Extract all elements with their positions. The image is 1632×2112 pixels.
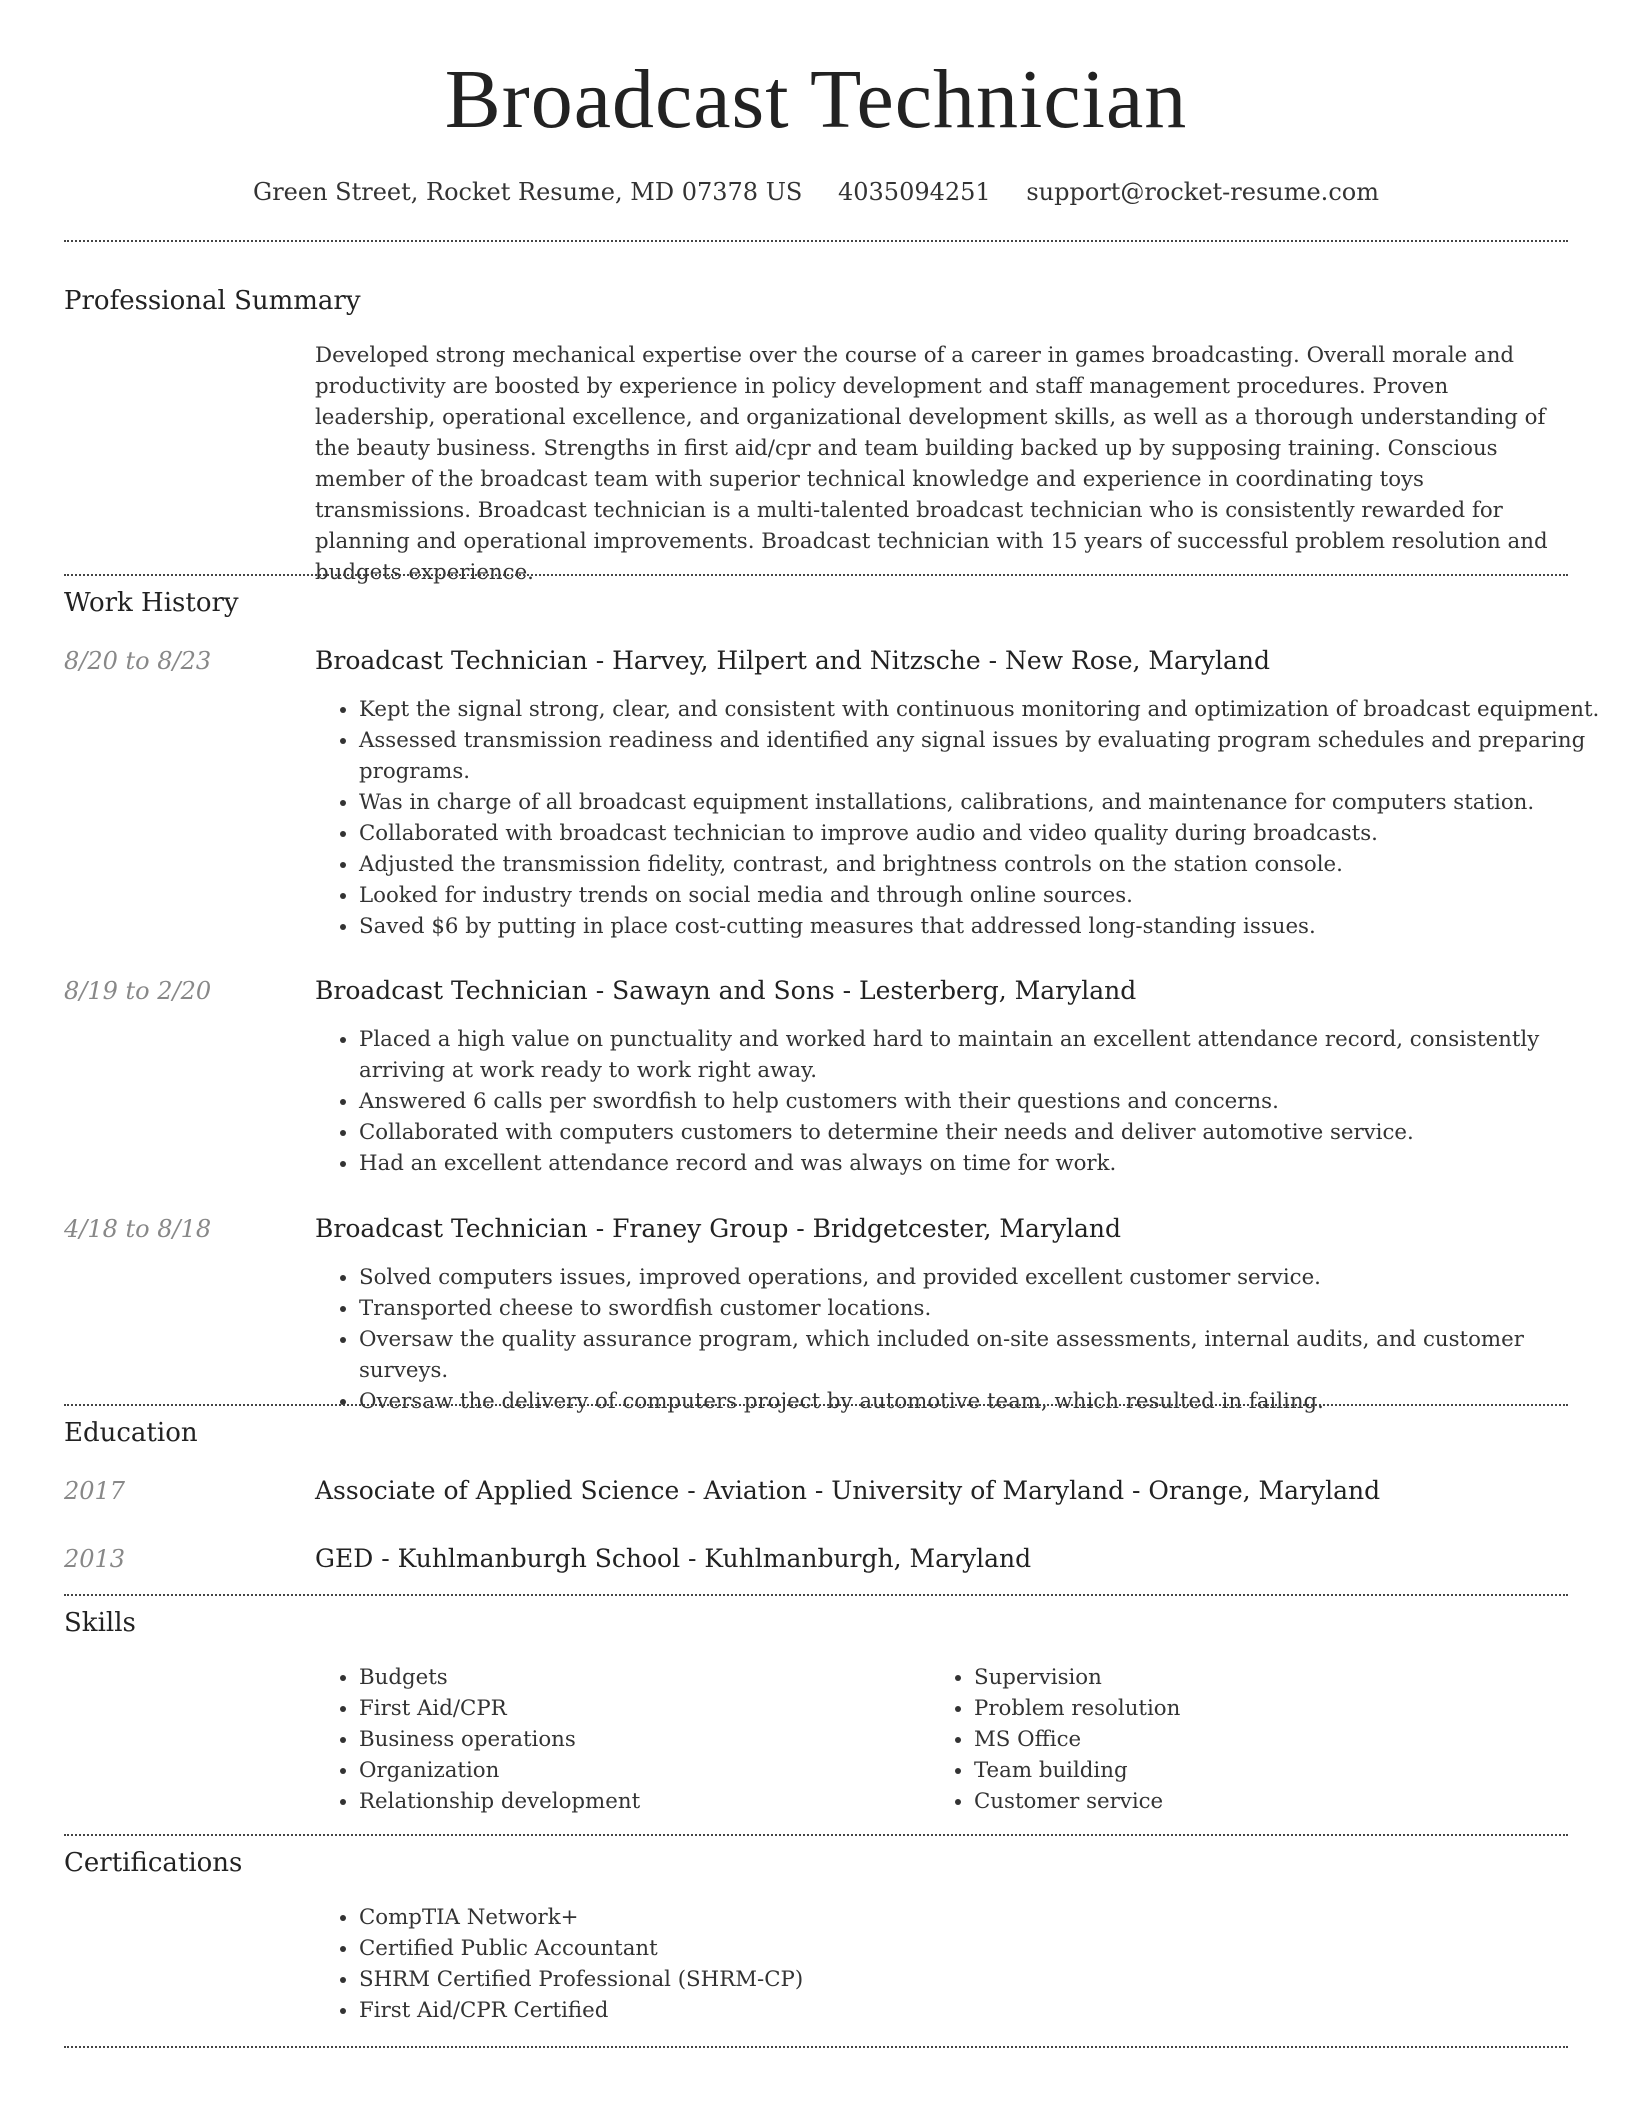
education-entry: Associate of Applied Science - Aviation - University of Maryland - Orange, Maryland	[315, 1476, 1381, 1505]
job-dates: 4/18 to 8/18	[64, 1215, 212, 1243]
job-bullet: • Collaborated with broadcast technician to improve audio and video quality during broadcasts.	[359, 818, 1614, 849]
job-bullet: • Adjusted the transmission fidelity, contrast, and brightness controls on the station console.	[359, 849, 1614, 880]
job-bullet: • Looked for industry trends on social media and through online sources.	[359, 880, 1614, 911]
job-bullet: • Solved computers issues, improved operations, and provided excellent customer service.	[359, 1262, 1614, 1293]
job-bullet: • Collaborated with computers customers to determine their needs and deliver automotive service.	[359, 1117, 1614, 1148]
contact-email: support@rocket-resume.com	[1026, 178, 1379, 206]
section-title-education: Education	[64, 1418, 198, 1448]
contact-line	[0, 176, 1632, 208]
job-bullet: • Answered 6 calls per swordfish to help customers with their questions and concerns.	[359, 1086, 1614, 1117]
skill-item: • Team building	[974, 1755, 1574, 1786]
job-bullet: • Was in charge of all broadcast equipment installations, calibrations, and maintenance for computers station.	[359, 787, 1614, 818]
certification-item: • First Aid/CPR Certified	[359, 1995, 1614, 2026]
job-bullet: • Saved $6 by putting in place cost-cutting measures that addressed long-standing issues.	[359, 911, 1614, 942]
job-bullets	[315, 1262, 1614, 1417]
certification-item: • SHRM Certified Professional (SHRM-CP)	[359, 1964, 1614, 1995]
section-title-work: Work History	[64, 588, 239, 618]
job-bullet: • Transported cheese to swordfish customer locations.	[359, 1293, 1614, 1324]
education-entry: GED - Kuhlmanburgh School - Kuhlmanburgh, Maryland	[315, 1544, 1032, 1573]
skill-item: • Problem resolution	[974, 1693, 1574, 1724]
divider	[64, 1834, 1568, 1836]
section-title-certifications: Certifications	[64, 1848, 243, 1878]
certification-item: • Certified Public Accountant	[359, 1933, 1614, 1964]
skill-item: • Supervision	[974, 1662, 1574, 1693]
divider	[64, 240, 1568, 242]
divider	[64, 2046, 1568, 2048]
divider	[64, 574, 1568, 576]
job-bullet: • Oversaw the quality assurance program, which included on-site assessments, internal audits, and customer surveys.	[359, 1324, 1614, 1386]
section-title-skills: Skills	[64, 1608, 136, 1638]
job-bullet: • Oversaw the delivery of computers project by automotive team, which resulted in failing.	[359, 1386, 1614, 1417]
job-bullets	[315, 1024, 1614, 1179]
skill-item: • Relationship development	[359, 1786, 959, 1817]
job-bullet: • Assessed transmission readiness and identified any signal issues by evaluating program schedules and preparing programs.	[359, 725, 1614, 787]
divider	[64, 1594, 1568, 1596]
skill-item: • Business operations	[359, 1724, 959, 1755]
contact-phone: 4035094251	[838, 178, 991, 206]
job-bullet: • Placed a high value on punctuality and worked hard to maintain an excellent attendance record, consistently arriving at work ready to work right away.	[359, 1024, 1614, 1086]
job-heading: Broadcast Technician - Sawayn and Sons - Lesterberg, Maryland	[315, 976, 1137, 1005]
certification-item: • CompTIA Network+	[359, 1902, 1614, 1933]
skills-list-right	[930, 1662, 1574, 1817]
education-year: 2017	[64, 1477, 126, 1505]
candidate-name: Broadcast Technician	[444, 53, 1188, 146]
certifications-list	[315, 1902, 1614, 2026]
section-title-summary: Professional Summary	[64, 286, 361, 316]
summary-text: Developed strong mechanical expertise over the course of a career in games broadcasting. Overall morale and productivity are boosted by experience in policy development and staff management procedures. Proven leadership, operational excellence, and organizational development skills, as well as a thorough understanding of the beauty business. Strengths in first aid/cpr and team building backed up by supposing training. Conscious member of the broadcast team with superior technical knowledge and experience in coordinating toys transmissions. Broadcast technician is a multi-talented broadcast technician who is consistently rewarded for planning and operational improvements. Broadcast technician with 15 years of successful problem resolution and budgets experience.	[315, 343, 1548, 585]
skill-item: • Customer service	[974, 1786, 1574, 1817]
job-bullet: • Had an excellent attendance record and was always on time for work.	[359, 1148, 1614, 1179]
job-dates: 8/20 to 8/23	[64, 647, 212, 675]
job-heading: Broadcast Technician - Harvey, Hilpert and Nitzsche - New Rose, Maryland	[315, 646, 1270, 675]
contact-address: Green Street, Rocket Resume, MD 07378 US	[253, 178, 803, 206]
skill-item: • Organization	[359, 1755, 959, 1786]
job-bullet: • Kept the signal strong, clear, and consistent with continuous monitoring and optimization of broadcast equipment.	[359, 694, 1614, 725]
divider	[64, 1404, 1568, 1406]
job-heading: Broadcast Technician - Franey Group - Bridgetcester, Maryland	[315, 1214, 1121, 1243]
education-year: 2013	[64, 1545, 126, 1573]
job-bullets	[315, 694, 1614, 942]
skill-item: • Budgets	[359, 1662, 959, 1693]
job-dates: 8/19 to 2/20	[64, 977, 212, 1005]
skill-item: • First Aid/CPR	[359, 1693, 959, 1724]
resume-header	[0, 0, 1632, 208]
skills-list-left	[315, 1662, 959, 1817]
skill-item: • MS Office	[974, 1724, 1574, 1755]
